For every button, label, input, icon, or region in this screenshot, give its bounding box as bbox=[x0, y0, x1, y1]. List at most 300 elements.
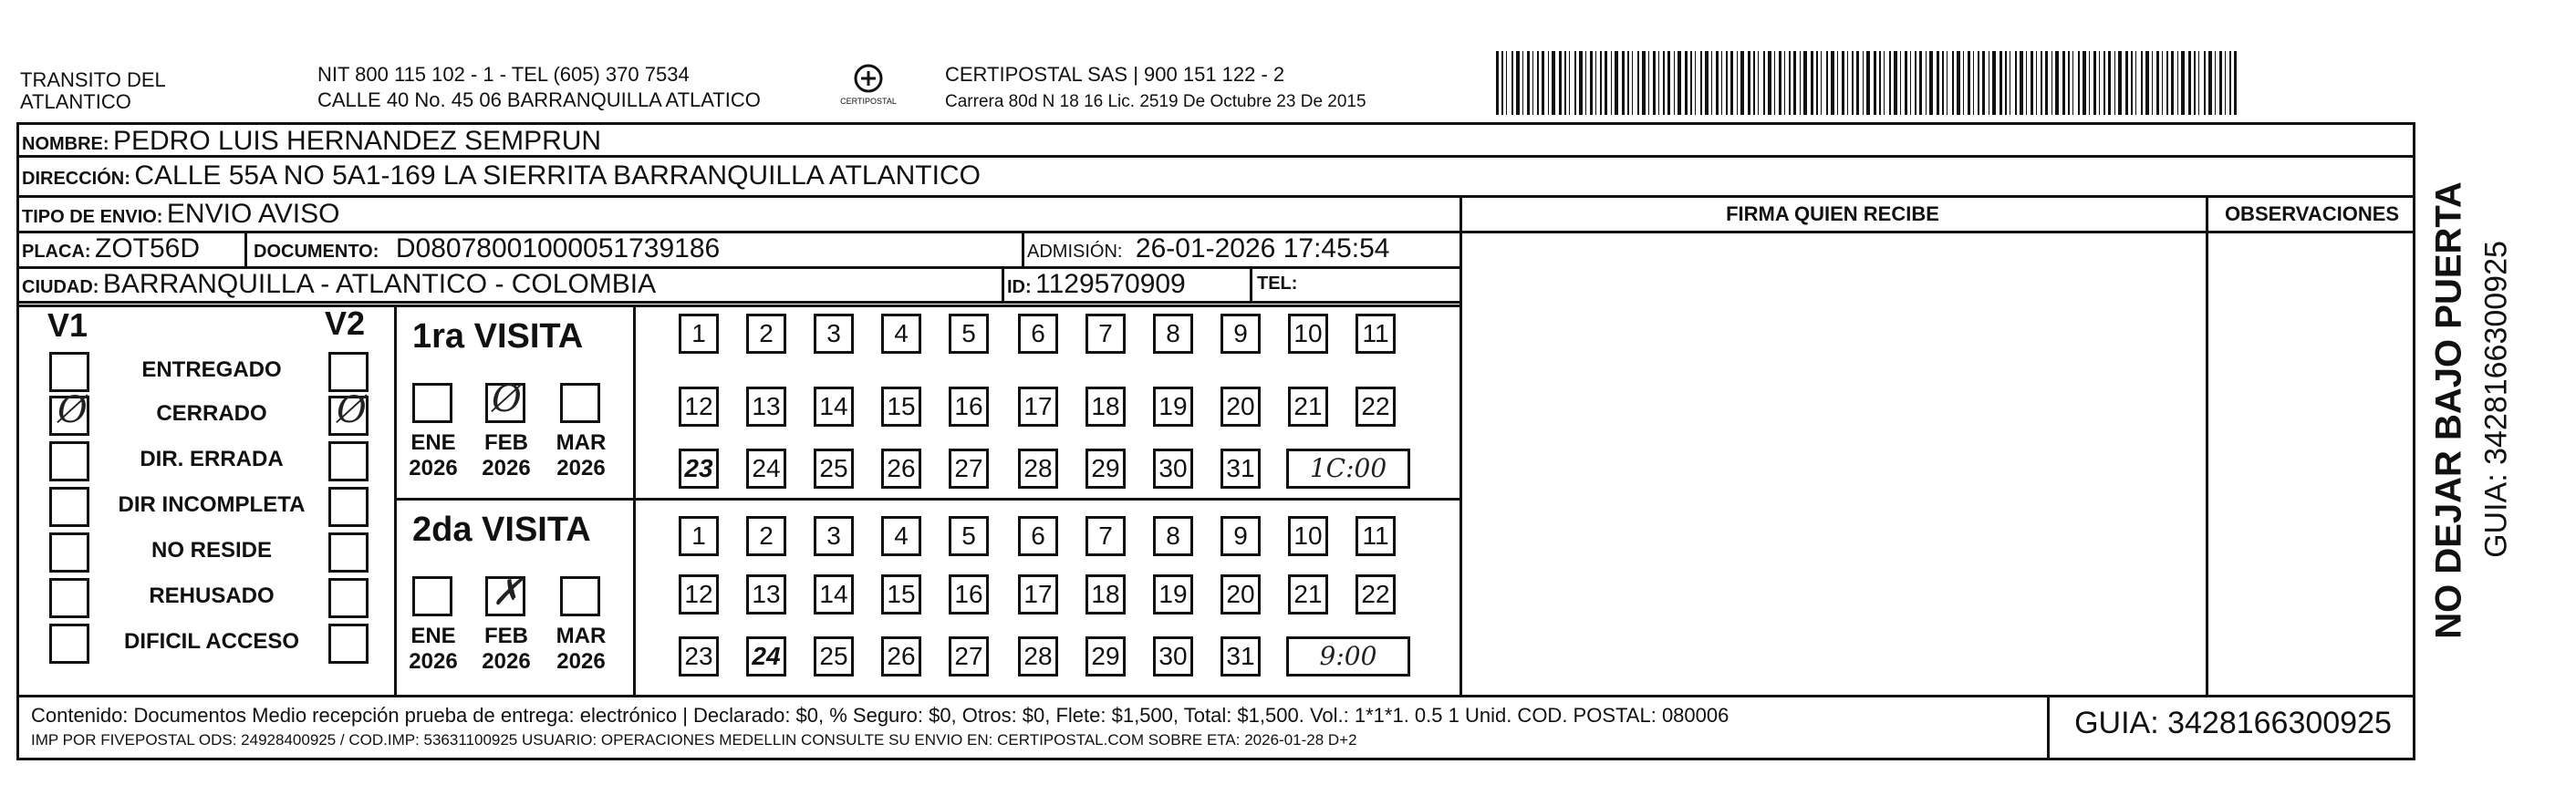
day-checkbox[interactable] bbox=[1220, 574, 1261, 615]
barcode-bar bbox=[1978, 51, 1979, 115]
issuer-contact bbox=[317, 64, 761, 111]
day-number: 8 bbox=[1166, 319, 1180, 347]
day-checkbox[interactable] bbox=[1085, 516, 1126, 556]
barcode-bar bbox=[1648, 51, 1649, 115]
day-number: 16 bbox=[954, 392, 983, 420]
day-number: 9 bbox=[1233, 319, 1248, 347]
day-number: 12 bbox=[684, 392, 713, 420]
barcode-bar bbox=[2036, 51, 2037, 115]
month-checkbox[interactable] bbox=[560, 383, 600, 423]
status-label: NO RESIDE bbox=[151, 538, 273, 563]
barcode-bar bbox=[2156, 51, 2159, 115]
admision-value: 26-01-2026 17:45:54 bbox=[1135, 233, 1390, 263]
day-checkbox[interactable] bbox=[881, 449, 921, 489]
day-number: 21 bbox=[1293, 392, 1323, 420]
month-year: 2026 bbox=[409, 456, 458, 480]
imp-line: IMP POR FIVEPOSTAL ODS: 24928400925 / COD.IMP: 53631100925 USUARIO: OPERACIONES MEDELLIN CONSULTE SU ENVIO EN: CERTIPOSTAL.COM SOBRE ETA: 2026-01-28 D+2 bbox=[31, 731, 1357, 749]
day-checkbox[interactable] bbox=[1085, 636, 1126, 677]
barcode-bar bbox=[1874, 51, 1876, 115]
day-checkbox[interactable] bbox=[1153, 516, 1193, 556]
barcode-bar bbox=[1548, 51, 1549, 115]
v2-checkbox[interactable] bbox=[328, 624, 369, 664]
day-number: 6 bbox=[1031, 522, 1045, 550]
v1-header: V1 bbox=[47, 306, 88, 344]
day-checkbox[interactable] bbox=[679, 314, 719, 354]
observaciones-area[interactable] bbox=[2208, 233, 2415, 695]
v2-header: V2 bbox=[325, 305, 366, 342]
day-checkbox[interactable] bbox=[1356, 574, 1396, 615]
direccion-value: CALLE 55A NO 5A1-169 LA SIERRITA BARRANQUILLA ATLANTICO bbox=[134, 160, 981, 191]
barcode-bar bbox=[1784, 51, 1785, 115]
barcode-bar bbox=[2125, 51, 2128, 115]
month-name: MAR bbox=[556, 430, 607, 455]
v1-checkbox[interactable] bbox=[49, 352, 89, 392]
tipo-envio-row bbox=[22, 199, 339, 230]
day-checkbox[interactable] bbox=[1220, 516, 1261, 556]
barcode-bar bbox=[1992, 51, 1996, 115]
barcode-bar bbox=[2000, 51, 2002, 115]
barcode-bar bbox=[1674, 51, 1675, 115]
day-checkbox[interactable] bbox=[814, 516, 854, 556]
month-year: 2026 bbox=[409, 649, 458, 674]
ciudad-row bbox=[22, 269, 656, 300]
day-number: 11 bbox=[1362, 319, 1389, 347]
day-checkbox[interactable] bbox=[814, 636, 854, 677]
barcode-bar bbox=[2108, 51, 2111, 115]
day-checkbox[interactable] bbox=[679, 636, 719, 677]
day-checkbox[interactable] bbox=[1085, 449, 1126, 489]
day-checkbox[interactable] bbox=[1288, 574, 1328, 615]
barcode-bar bbox=[2225, 51, 2226, 115]
day-number: 13 bbox=[752, 580, 781, 608]
barcode-bar bbox=[1695, 51, 1696, 115]
barcode-bar bbox=[1919, 51, 1922, 115]
day-checkbox[interactable] bbox=[679, 387, 719, 427]
status-label: DIR. ERRADA bbox=[140, 447, 284, 471]
barcode-graphic bbox=[1496, 51, 2244, 115]
v1-checkbox[interactable] bbox=[49, 389, 89, 436]
barcode-bar bbox=[2131, 51, 2133, 115]
day-number: 2 bbox=[759, 522, 774, 550]
placa-value: ZOT56D bbox=[95, 233, 201, 263]
day-checkbox[interactable] bbox=[1153, 449, 1193, 489]
handwritten-mark: ✗ bbox=[492, 572, 523, 614]
day-number: 20 bbox=[1226, 392, 1255, 420]
day-checkbox[interactable] bbox=[881, 636, 921, 677]
day-number: 31 bbox=[1226, 454, 1255, 482]
barcode-bar bbox=[2072, 51, 2073, 115]
day-number: 18 bbox=[1091, 580, 1120, 608]
admision-row bbox=[1027, 233, 1389, 264]
time-box[interactable] bbox=[1286, 449, 1410, 489]
ciudad-label: CIUDAD: bbox=[22, 277, 99, 297]
day-number: 24 bbox=[752, 454, 781, 482]
direccion-row bbox=[22, 160, 981, 191]
barcode-bar bbox=[1564, 51, 1566, 115]
day-checkbox[interactable] bbox=[746, 387, 786, 427]
day-number: 20 bbox=[1226, 580, 1255, 608]
barcode-bar bbox=[2041, 51, 2042, 115]
barcode-bar bbox=[1831, 51, 1834, 115]
barcode-bar bbox=[1522, 51, 1523, 115]
v2-checkbox[interactable] bbox=[328, 487, 369, 527]
month-name: MAR bbox=[556, 624, 607, 648]
firma-area[interactable] bbox=[1462, 233, 2206, 695]
day-number: 28 bbox=[1023, 642, 1053, 670]
status-label: REHUSADO bbox=[149, 584, 275, 608]
day-number: 5 bbox=[961, 319, 976, 347]
barcode-bar bbox=[1716, 51, 1719, 115]
handwritten-time: 1C:00 bbox=[1309, 453, 1387, 483]
barcode-bar bbox=[2198, 51, 2199, 115]
day-checkbox[interactable] bbox=[679, 516, 719, 556]
month-label bbox=[401, 624, 465, 675]
barcode-bar bbox=[1768, 51, 1771, 115]
barcode-bar bbox=[1615, 51, 1618, 115]
barcode-bar bbox=[1863, 51, 1864, 115]
day-checkbox[interactable] bbox=[949, 516, 989, 556]
day-checkbox[interactable] bbox=[1085, 574, 1126, 615]
month-name: ENE bbox=[410, 624, 456, 648]
barcode-bar bbox=[2215, 51, 2216, 115]
day-number: 25 bbox=[819, 642, 848, 670]
handwritten-mark: Ø bbox=[57, 389, 88, 431]
v1-checkbox[interactable] bbox=[49, 487, 89, 527]
id-value: 1129570909 bbox=[1035, 269, 1186, 299]
barcode-bar bbox=[1803, 51, 1807, 115]
barcode-bar bbox=[1910, 51, 1911, 115]
certipostal-logo bbox=[837, 62, 899, 115]
day-checkbox[interactable] bbox=[1018, 449, 1058, 489]
month-checkbox[interactable] bbox=[560, 576, 600, 616]
direccion-label: DIRECCIÓN: bbox=[22, 169, 130, 189]
v1-checkbox[interactable] bbox=[49, 578, 89, 618]
day-checkbox[interactable] bbox=[949, 449, 989, 489]
day-checkbox[interactable] bbox=[1153, 636, 1193, 677]
row-divider bbox=[16, 695, 2415, 697]
barcode-bar bbox=[2166, 51, 2168, 115]
day-number: 26 bbox=[887, 454, 916, 482]
barcode-bar bbox=[1837, 51, 1838, 115]
day-number: 3 bbox=[826, 522, 841, 550]
day-number: 29 bbox=[1091, 454, 1120, 482]
barcode-bar bbox=[1667, 51, 1670, 115]
day-number: 19 bbox=[1158, 580, 1188, 608]
barcode-bar bbox=[1816, 51, 1818, 115]
barcode-bar bbox=[2135, 51, 2136, 115]
barcode-bar bbox=[1973, 51, 1974, 115]
day-checkbox[interactable] bbox=[881, 387, 921, 427]
nombre-value: PEDRO LUIS HERNANDEZ SEMPRUN bbox=[113, 126, 602, 156]
day-number: 9 bbox=[1233, 522, 1248, 550]
day-checkbox[interactable] bbox=[1018, 636, 1058, 677]
day-checkbox[interactable] bbox=[746, 636, 786, 677]
documento-row bbox=[254, 233, 720, 264]
v1-checkbox[interactable] bbox=[49, 441, 89, 481]
row-divider bbox=[16, 301, 1461, 304]
barcode-bar bbox=[2078, 51, 2080, 115]
day-number: 24 bbox=[752, 642, 781, 670]
day-checkbox[interactable] bbox=[814, 449, 854, 489]
day-checkbox[interactable] bbox=[814, 314, 854, 354]
barcode-bar bbox=[1532, 51, 1533, 115]
day-checkbox[interactable] bbox=[1018, 314, 1058, 354]
barcode-bar bbox=[1579, 51, 1583, 115]
barcode-bar bbox=[1663, 51, 1665, 115]
barcode-bar bbox=[2026, 51, 2027, 115]
barcode-bar bbox=[1856, 51, 1859, 115]
day-checkbox[interactable] bbox=[881, 574, 921, 615]
barcode-bar bbox=[1937, 51, 1939, 115]
day-checkbox[interactable] bbox=[1018, 574, 1058, 615]
day-number: 22 bbox=[1361, 580, 1390, 608]
barcode-bar bbox=[2020, 51, 2023, 115]
barcode-bar bbox=[2194, 51, 2196, 115]
day-checkbox[interactable] bbox=[881, 314, 921, 354]
day-number: 17 bbox=[1023, 392, 1053, 420]
day-checkbox[interactable] bbox=[746, 574, 786, 615]
day-checkbox[interactable] bbox=[1220, 636, 1261, 677]
day-checkbox[interactable] bbox=[1288, 314, 1328, 354]
day-number: 15 bbox=[887, 580, 916, 608]
month-label bbox=[474, 430, 538, 481]
barcode-bar bbox=[1811, 51, 1813, 115]
day-checkbox[interactable] bbox=[949, 314, 989, 354]
side-warning bbox=[2422, 155, 2477, 666]
barcode-bar bbox=[1637, 51, 1639, 115]
barcode-bar bbox=[2015, 51, 2017, 115]
first-visit-title: 1ra VISITA bbox=[412, 317, 584, 356]
barcode-bar bbox=[1821, 51, 1822, 115]
id-row bbox=[1007, 269, 1186, 300]
day-number: 23 bbox=[684, 642, 713, 670]
barcode-bar bbox=[1982, 51, 1985, 115]
barcode-bar bbox=[2162, 51, 2163, 115]
day-checkbox[interactable] bbox=[949, 574, 989, 615]
barcode-bar bbox=[1605, 51, 1607, 115]
license-line: Carrera 80d N 18 16 Lic. 2519 De Octubre 23 De 2015 bbox=[945, 92, 1366, 111]
placa-row bbox=[22, 233, 200, 264]
day-number: 3 bbox=[826, 319, 841, 347]
barcode-bar bbox=[1653, 51, 1656, 115]
side-guia bbox=[2477, 155, 2522, 666]
day-number: 6 bbox=[1031, 319, 1045, 347]
month-name: ENE bbox=[410, 430, 456, 455]
barcode-bar bbox=[1763, 51, 1765, 115]
day-checkbox[interactable] bbox=[1288, 387, 1328, 427]
day-number: 15 bbox=[887, 392, 916, 420]
row-divider bbox=[16, 195, 2415, 198]
day-number: 14 bbox=[819, 392, 848, 420]
day-checkbox[interactable] bbox=[814, 387, 854, 427]
v1-checkbox[interactable] bbox=[49, 624, 89, 664]
barcode-bar bbox=[1685, 51, 1688, 115]
v2-checkbox[interactable] bbox=[328, 389, 369, 436]
day-number: 19 bbox=[1158, 392, 1188, 420]
barcode-bar bbox=[1774, 51, 1775, 115]
day-number: 22 bbox=[1361, 392, 1390, 420]
column-divider bbox=[1002, 266, 1004, 301]
barcode-bar bbox=[2055, 51, 2059, 115]
observaciones-label: OBSERVACIONES bbox=[2224, 202, 2400, 225]
v2-checkbox[interactable] bbox=[328, 441, 369, 481]
barcode-bar bbox=[2188, 51, 2191, 115]
barcode-bar bbox=[2234, 51, 2237, 115]
day-checkbox[interactable] bbox=[1153, 387, 1193, 427]
row-divider bbox=[394, 498, 1461, 501]
day-number: 8 bbox=[1166, 522, 1180, 550]
issuer-name bbox=[20, 69, 166, 113]
barcode-bar bbox=[1585, 51, 1586, 115]
day-number: 7 bbox=[1098, 319, 1113, 347]
barcode-bar bbox=[1496, 51, 1499, 115]
day-number: 10 bbox=[1293, 319, 1323, 347]
month-checkbox[interactable] bbox=[412, 383, 452, 423]
barcode-bar bbox=[1942, 51, 1944, 115]
day-checkbox[interactable] bbox=[1153, 574, 1193, 615]
day-checkbox[interactable] bbox=[1220, 387, 1261, 427]
handwritten-mark: Ø bbox=[492, 378, 522, 420]
barcode-bar bbox=[1516, 51, 1520, 115]
day-checkbox[interactable] bbox=[679, 574, 719, 615]
barcode-bar bbox=[2152, 51, 2153, 115]
barcode-bar bbox=[1611, 51, 1612, 115]
month-label bbox=[549, 430, 613, 481]
v1-checkbox[interactable] bbox=[49, 532, 89, 573]
barcode-bar bbox=[1678, 51, 1681, 115]
day-checkbox[interactable] bbox=[746, 314, 786, 354]
barcode-icon bbox=[1496, 51, 2244, 115]
company-line: CERTIPOSTAL SAS | 900 151 122 - 2 bbox=[945, 63, 1285, 86]
barcode-bar bbox=[1793, 51, 1796, 115]
day-checkbox[interactable] bbox=[949, 636, 989, 677]
day-checkbox[interactable] bbox=[746, 516, 786, 556]
tipo-envio-label: TIPO DE ENVIO: bbox=[22, 207, 163, 227]
month-checkbox[interactable] bbox=[485, 378, 525, 423]
day-checkbox[interactable] bbox=[1356, 516, 1396, 556]
day-number: 29 bbox=[1091, 642, 1120, 670]
day-number: 26 bbox=[887, 642, 916, 670]
barcode-bar bbox=[1658, 51, 1659, 115]
barcode-bar bbox=[2204, 51, 2206, 115]
day-checkbox[interactable] bbox=[1153, 314, 1193, 354]
id-label: ID: bbox=[1007, 277, 1032, 297]
day-checkbox[interactable] bbox=[1288, 516, 1328, 556]
firma-label: FIRMA QUIEN RECIBE bbox=[1726, 202, 1939, 225]
documento-value: D08078001000051739186 bbox=[395, 233, 721, 263]
day-checkbox[interactable] bbox=[1220, 314, 1261, 354]
barcode-bar bbox=[1726, 51, 1728, 115]
barcode-bar bbox=[1506, 51, 1507, 115]
barcode-bar bbox=[1847, 51, 1848, 115]
barcode-bar bbox=[1842, 51, 1844, 115]
day-checkbox[interactable] bbox=[746, 449, 786, 489]
barcode-bar bbox=[1537, 51, 1539, 115]
barcode-bar bbox=[1957, 51, 1960, 115]
day-number: 11 bbox=[1362, 522, 1389, 550]
month-name: FEB bbox=[484, 624, 528, 648]
day-checkbox[interactable] bbox=[1085, 314, 1126, 354]
barcode-bar bbox=[1779, 51, 1781, 115]
barcode-bar bbox=[2181, 51, 2185, 115]
time-box[interactable] bbox=[1286, 636, 1410, 677]
no-dejar-bajo-puerta: NO DEJAR BAJO PUERTA bbox=[2428, 181, 2469, 639]
admision-label: ADMISIÓN: bbox=[1027, 242, 1123, 262]
day-checkbox[interactable] bbox=[1220, 449, 1261, 489]
footer-guia: GUIA: 3428166300925 bbox=[2074, 706, 2392, 740]
barcode-bar bbox=[1622, 51, 1625, 115]
side-guia-text: GUIA: 3428166300925 bbox=[2478, 241, 2514, 558]
issuer-line-1: TRANSITO DEL bbox=[20, 68, 166, 91]
day-checkbox[interactable] bbox=[1018, 387, 1058, 427]
day-number: 27 bbox=[954, 642, 983, 670]
month-label bbox=[474, 624, 538, 675]
barcode-bar bbox=[2171, 51, 2174, 115]
barcode-bar bbox=[1737, 51, 1738, 115]
month-checkbox[interactable] bbox=[485, 572, 525, 616]
barcode-bar bbox=[2099, 51, 2100, 115]
day-number: 1 bbox=[691, 522, 706, 550]
day-checkbox[interactable] bbox=[814, 574, 854, 615]
month-checkbox[interactable] bbox=[412, 576, 452, 616]
tipo-envio-value: ENVIO AVISO bbox=[166, 199, 340, 229]
day-number: 30 bbox=[1158, 454, 1188, 482]
v2-checkbox[interactable] bbox=[328, 352, 369, 392]
day-number: 21 bbox=[1293, 580, 1323, 608]
barcode-bar bbox=[1905, 51, 1907, 115]
day-number: 31 bbox=[1226, 642, 1255, 670]
day-checkbox[interactable] bbox=[881, 516, 921, 556]
day-number: 1 bbox=[691, 319, 706, 347]
row-divider bbox=[16, 305, 1461, 307]
month-label bbox=[549, 624, 613, 675]
barcode-bar bbox=[1963, 51, 1964, 115]
day-checkbox[interactable] bbox=[1018, 516, 1058, 556]
handwritten-mark: Ø bbox=[337, 389, 367, 431]
day-number: 18 bbox=[1091, 392, 1120, 420]
barcode-bar bbox=[2093, 51, 2096, 115]
v2-checkbox[interactable] bbox=[328, 532, 369, 573]
barcode-bar bbox=[2208, 51, 2212, 115]
v2-checkbox[interactable] bbox=[328, 578, 369, 618]
day-checkbox[interactable] bbox=[949, 387, 989, 427]
day-checkbox[interactable] bbox=[679, 449, 719, 489]
day-checkbox[interactable] bbox=[1356, 387, 1396, 427]
barcode-bar bbox=[1711, 51, 1712, 115]
barcode-bar bbox=[1879, 51, 1881, 115]
barcode-bar bbox=[1947, 51, 1948, 115]
tel-row bbox=[1257, 274, 1297, 294]
barcode-bar bbox=[1884, 51, 1885, 115]
day-checkbox[interactable] bbox=[1085, 387, 1126, 427]
status-label: DIFICIL ACCESO bbox=[123, 629, 299, 654]
barcode-bar bbox=[1569, 51, 1570, 115]
barcode-bar bbox=[1642, 51, 1646, 115]
barcode-bar bbox=[1574, 51, 1576, 115]
certipostal-logo-icon bbox=[837, 62, 899, 115]
day-number: 4 bbox=[894, 522, 909, 550]
day-number: 27 bbox=[954, 454, 983, 482]
barcode-bar bbox=[2229, 51, 2231, 115]
barcode-bar bbox=[2141, 51, 2143, 115]
barcode-bar bbox=[2031, 51, 2033, 115]
barcode-bar bbox=[2177, 51, 2178, 115]
day-checkbox[interactable] bbox=[1356, 314, 1396, 354]
status-label: DIR INCOMPLETA bbox=[118, 492, 306, 517]
barcode-bar bbox=[1753, 51, 1755, 115]
day-number: 13 bbox=[752, 392, 781, 420]
barcode-bar bbox=[2045, 51, 2048, 115]
